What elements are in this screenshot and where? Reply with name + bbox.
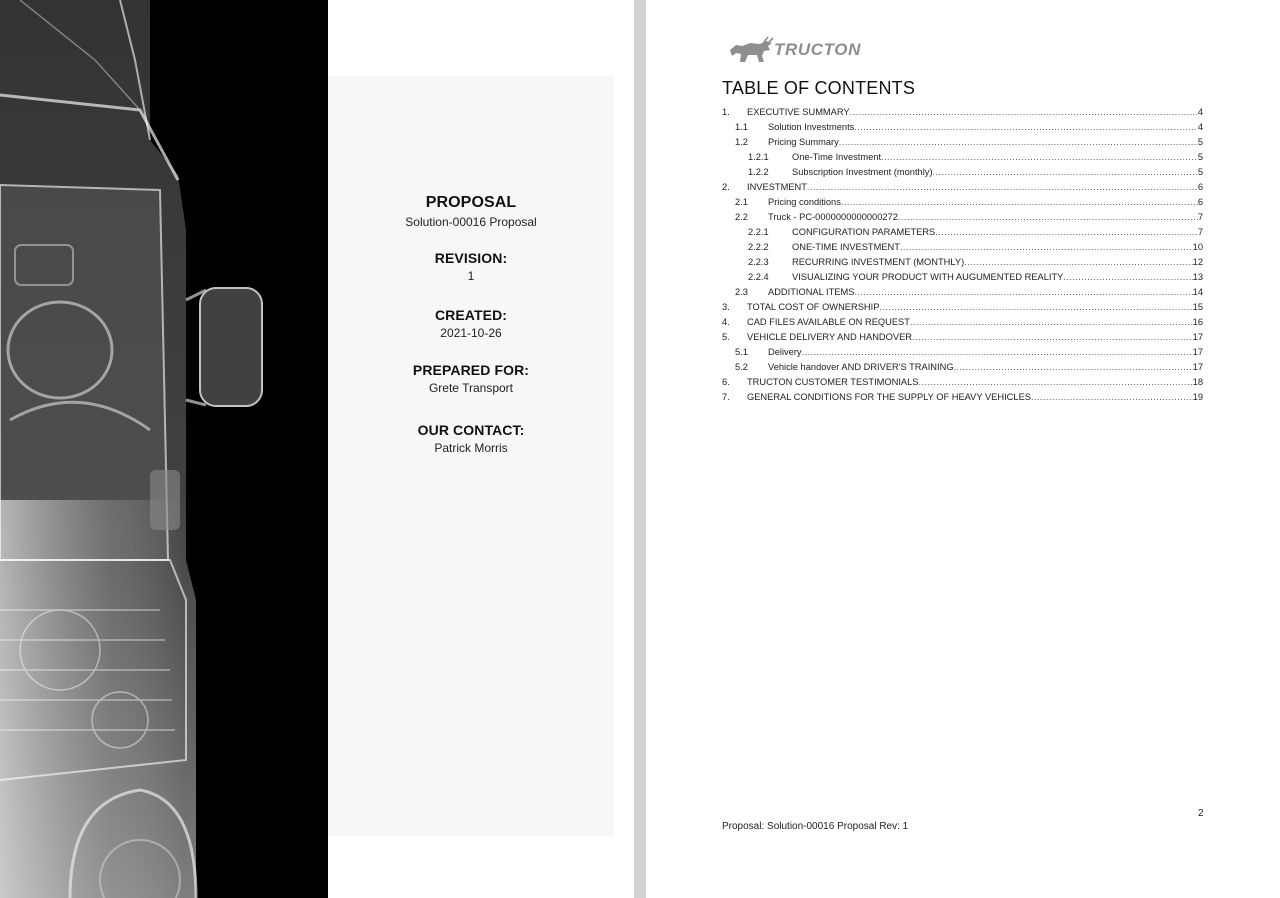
toc-entry-label: VEHICLE DELIVERY AND HANDOVER <box>747 332 912 342</box>
revision-heading: REVISION: <box>434 250 508 266</box>
toc-entry-label: GENERAL CONDITIONS FOR THE SUPPLY OF HEAVY VEHICLES <box>747 392 1031 402</box>
toc-entry-number: 6. <box>722 377 730 387</box>
prepared-for-value: Grete Transport <box>428 381 514 395</box>
toc-dot-leader <box>841 196 1198 208</box>
toc-entry-page: 17 <box>1192 347 1203 357</box>
toc-entry-label: Truck - PC-0000000000000272 <box>768 212 898 222</box>
toc-entry-number: 5.1 <box>735 347 748 357</box>
toc-dot-leader <box>879 301 1192 313</box>
toc-entry-page: 17 <box>1192 362 1203 372</box>
toc-dot-leader <box>881 151 1198 163</box>
toc-entry-label: VISUALIZING YOUR PRODUCT WITH AUGUMENTED REALITY <box>792 272 1064 282</box>
toc-page <box>646 0 1280 898</box>
toc-dot-leader <box>802 346 1193 358</box>
toc-entry[interactable] <box>722 268 1203 283</box>
toc-entry-number: 2.1 <box>735 197 748 207</box>
toc-entry[interactable] <box>722 238 1203 253</box>
toc-entry-page: 7 <box>1197 227 1203 237</box>
toc-dot-leader <box>954 361 1193 373</box>
toc-entry[interactable] <box>722 298 1203 313</box>
toc-entry[interactable] <box>722 193 1203 208</box>
toc-entry-page: 5 <box>1197 167 1203 177</box>
toc-entry-label: TRUCTON CUSTOMER TESTIMONIALS <box>747 377 919 387</box>
toc-entry-page: 4 <box>1197 107 1203 117</box>
toc-entry-page: 19 <box>1192 392 1203 402</box>
toc-entry[interactable] <box>722 103 1203 118</box>
toc-entry-number: 2.2.1 <box>748 227 769 237</box>
proposal-block <box>328 194 614 229</box>
toc-dot-leader <box>1031 391 1193 403</box>
brand-name: TRUCTON <box>774 40 861 59</box>
toc-entry-page: 6 <box>1197 182 1203 192</box>
toc-dot-leader <box>850 106 1198 118</box>
toc-entry-page: 12 <box>1192 257 1203 267</box>
toc-title: TABLE OF CONTENTS <box>722 78 916 98</box>
toc-entry-number: 2.2 <box>735 212 748 222</box>
toc-entry-label: TOTAL COST OF OWNERSHIP <box>747 302 880 312</box>
toc-dot-leader <box>854 121 1198 133</box>
toc-entry-number: 4. <box>722 317 730 327</box>
toc-entry-page: 18 <box>1192 377 1203 387</box>
toc-entry[interactable] <box>722 328 1203 343</box>
revision-block <box>328 250 614 283</box>
toc-entry[interactable] <box>722 208 1203 223</box>
toc-entry-page: 15 <box>1192 302 1203 312</box>
toc-entry[interactable] <box>722 373 1203 388</box>
toc-entry-number: 2.2.2 <box>748 242 769 252</box>
toc-entry-page: 14 <box>1192 287 1203 297</box>
toc-dot-leader <box>1063 271 1192 283</box>
page-gutter <box>634 0 646 898</box>
created-heading: CREATED: <box>434 307 508 323</box>
toc-entry-number: 1.2.1 <box>748 152 769 162</box>
toc-entry[interactable] <box>722 343 1203 358</box>
toc-entry[interactable] <box>722 178 1203 193</box>
toc-entry-page: 10 <box>1192 242 1203 252</box>
toc-dot-leader <box>964 256 1192 268</box>
toc-entry-number: 1. <box>722 107 730 117</box>
toc-entry-number: 1.2 <box>735 137 748 147</box>
toc-dot-leader <box>919 376 1193 388</box>
page-number: 2 <box>1198 808 1204 819</box>
toc-entry-number: 5.2 <box>735 362 748 372</box>
toc-entry[interactable] <box>722 313 1203 328</box>
toc-entry-label: Subscription Investment (monthly) <box>792 167 933 177</box>
toc-entry[interactable] <box>722 253 1203 268</box>
page-footer: Proposal: Solution-00016 Proposal Rev: 1 <box>722 821 909 832</box>
toc-entry-number: 1.2.2 <box>748 167 769 177</box>
toc-entry-page: 17 <box>1192 332 1203 342</box>
toc-entry-page: 16 <box>1192 317 1203 327</box>
toc-entry[interactable] <box>722 223 1203 238</box>
toc-entry-label: EXECUTIVE SUMMARY <box>747 107 850 117</box>
toc-entry-page: 5 <box>1197 152 1203 162</box>
toc-entry-number: 2.3 <box>735 287 748 297</box>
toc-entry-page: 5 <box>1197 137 1203 147</box>
toc-entry-number: 1.1 <box>735 122 748 132</box>
toc-entry-number: 3. <box>722 302 730 312</box>
created-block <box>328 307 614 340</box>
toc-entry-label: Pricing Summary <box>768 137 839 147</box>
toc-entry[interactable] <box>722 283 1203 298</box>
toc-entry[interactable] <box>722 388 1203 403</box>
toc-entry-number: 2.2.4 <box>748 272 769 282</box>
toc-dot-leader <box>910 316 1193 328</box>
toc-entry-page: 13 <box>1192 272 1203 282</box>
toc-dot-leader <box>807 181 1198 193</box>
toc-dot-leader <box>900 241 1193 253</box>
toc-entry-label: CAD FILES AVAILABLE ON REQUEST <box>747 317 910 327</box>
toc-entry-label: CONFIGURATION PARAMETERS <box>792 227 936 237</box>
toc-entry-label: Pricing conditions <box>768 197 841 207</box>
contact-value: Patrick Morris <box>434 441 508 455</box>
toc-entry-label: RECURRING INVESTMENT (MONTHLY) <box>792 257 965 267</box>
toc-entry-label: Solution Investments <box>768 122 855 132</box>
toc-dot-leader <box>935 226 1198 238</box>
toc-list <box>722 103 1203 403</box>
toc-entry-page: 6 <box>1197 197 1203 207</box>
toc-entry-label: INVESTMENT <box>747 182 807 192</box>
contact-block <box>328 422 614 455</box>
toc-entry-label: One-Time Investment <box>792 152 882 162</box>
toc-entry-number: 2. <box>722 182 730 192</box>
toc-entry[interactable] <box>722 118 1203 133</box>
bull-logo-icon <box>728 36 774 64</box>
brand-logo <box>728 36 878 66</box>
cover-page <box>0 0 634 898</box>
toc-entry-number: 7. <box>722 392 730 402</box>
created-value: 2021-10-26 <box>440 326 502 340</box>
toc-entry-number: 5. <box>722 332 730 342</box>
contact-heading: OUR CONTACT: <box>417 422 525 438</box>
toc-entry-label: Delivery <box>768 347 802 357</box>
prepared-for-block <box>328 362 614 395</box>
toc-dot-leader <box>839 136 1198 148</box>
toc-entry-page: 7 <box>1197 212 1203 222</box>
toc-entry-label: ADDITIONAL ITEMS <box>768 287 855 297</box>
proposal-value: Solution-00016 Proposal <box>405 215 537 229</box>
proposal-heading: PROPOSAL <box>425 194 517 211</box>
revision-value: 1 <box>467 269 475 283</box>
prepared-for-heading: PREPARED FOR: <box>412 362 530 378</box>
truck-xray-illustration <box>0 0 328 898</box>
toc-dot-leader <box>854 286 1192 298</box>
toc-entry-label: Vehicle handover AND DRIVER'S TRAINING <box>768 362 954 372</box>
toc-entry[interactable] <box>722 163 1203 178</box>
toc-dot-leader <box>933 166 1198 178</box>
toc-entry[interactable] <box>722 133 1203 148</box>
toc-entry-label: ONE-TIME INVESTMENT <box>792 242 900 252</box>
toc-dot-leader <box>898 211 1198 223</box>
cover-info-panel <box>328 76 614 836</box>
toc-dot-leader <box>912 331 1193 343</box>
toc-entry-page: 4 <box>1197 122 1203 132</box>
toc-entry-number: 2.2.3 <box>748 257 769 267</box>
toc-entry[interactable] <box>722 358 1203 373</box>
toc-entry[interactable] <box>722 148 1203 163</box>
